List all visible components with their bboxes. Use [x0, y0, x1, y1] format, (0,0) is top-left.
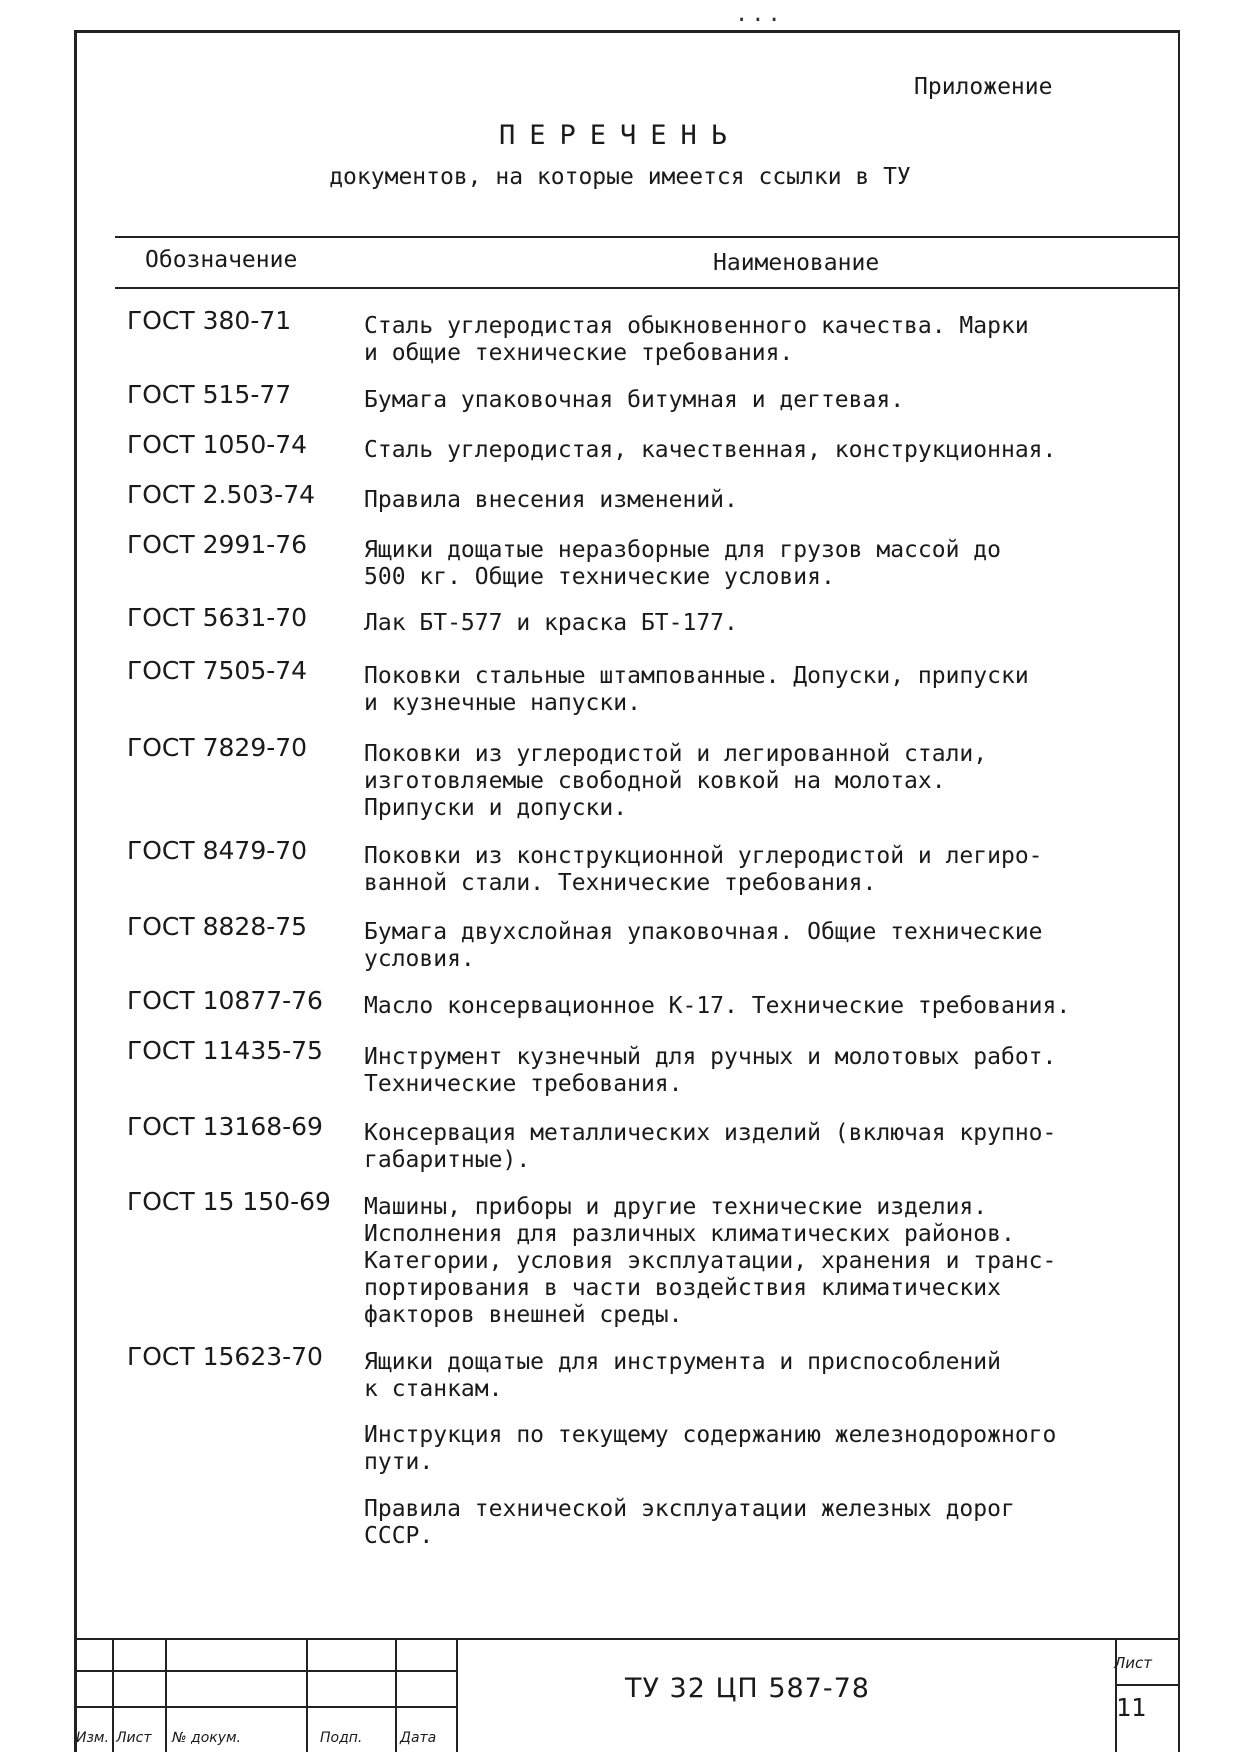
- document-subtitle: документов, на которые имеется ссылки в ТУ: [329, 164, 911, 190]
- row-name: Бумага двухслойная упаковочная. Общие технические условия.: [364, 919, 1043, 972]
- row-code: ГОСТ 2991-76: [127, 530, 308, 559]
- row-name: Бумага упаковочная битумная и дегтевая.: [364, 387, 905, 413]
- row-code: ГОСТ 8479-70: [127, 836, 308, 865]
- row-name: Инструкция по текущему содержанию железнодорожного пути.: [364, 1422, 1057, 1475]
- row-code: ГОСТ 15623-70: [127, 1342, 323, 1371]
- row-name: Правила внесения изменений.: [364, 487, 738, 513]
- row-name: Инструмент кузнечный для ручных и молотовых работ. Технические требования.: [364, 1044, 1057, 1097]
- row-name: Поковки из конструкционной углеродистой и легиро- ванной стали. Технические требования.: [364, 843, 1043, 896]
- title-block-top-rule: [74, 1638, 1180, 1640]
- row-name: Консервация металлических изделий (включая крупно- габаритные).: [364, 1120, 1057, 1173]
- row-code: ГОСТ 7829-70: [127, 733, 308, 762]
- label-date: Дата: [400, 1730, 437, 1746]
- title-block-divider: [165, 1638, 167, 1752]
- row-code: ГОСТ 10877-76: [127, 986, 323, 1015]
- column-header-designation: Обозначение: [145, 247, 298, 273]
- row-name: Ящики дощатые для инструмента и приспособлений к станкам.: [364, 1349, 1001, 1402]
- row-code: ГОСТ 11435-75: [127, 1036, 323, 1065]
- row-code: ГОСТ 380-71: [127, 306, 292, 335]
- row-code: ГОСТ 7505-74: [127, 656, 308, 685]
- title-block-divider: [395, 1638, 397, 1752]
- row-code: ГОСТ 2.503-74: [127, 480, 316, 509]
- row-code: ГОСТ 13168-69: [127, 1112, 323, 1141]
- row-name: Правила технической эксплуатации железных дорог СССР.: [364, 1496, 1015, 1549]
- row-name: Поковки из углеродистой и легированной стали, изготовляемые свободной ковкой на молотах. Припуски и допуски.: [364, 741, 988, 821]
- top-mark: ...: [735, 2, 784, 27]
- row-name: Лак БТ-577 и краска БТ-177.: [364, 610, 738, 636]
- row-name: Поковки стальные штампованные. Допуски, припуски и кузнечные напуски.: [364, 663, 1029, 716]
- table-header-rule: [115, 287, 1180, 289]
- appendix-label: Приложение: [914, 74, 1053, 100]
- title-block-rule: [74, 1670, 457, 1672]
- table-top-rule: [115, 236, 1180, 238]
- row-name: Сталь углеродистая, качественная, конструкционная.: [364, 437, 1057, 463]
- title-block-rule: [74, 1706, 457, 1708]
- row-code: ГОСТ 1050-74: [127, 430, 308, 459]
- sheet-label: Лист: [1114, 1654, 1153, 1672]
- title-block-rule: [1115, 1684, 1180, 1686]
- label-doc-no: № докум.: [172, 1730, 242, 1746]
- row-code: ГОСТ 515-77: [127, 380, 292, 409]
- row-name: Ящики дощатые неразборные для грузов массой до 500 кг. Общие технические условия.: [364, 537, 1001, 590]
- title-block-divider: [456, 1638, 458, 1752]
- title-block-divider: [306, 1638, 308, 1752]
- document-title: ПЕРЕЧЕНЬ: [498, 120, 742, 151]
- row-name: Масло консервационное К-17. Технические требования.: [364, 993, 1071, 1019]
- title-block-divider: [112, 1638, 114, 1752]
- document-code: ТУ 32 ЦП 587-78: [625, 1673, 870, 1704]
- row-name: Сталь углеродистая обыкновенного качества. Марки и общие технические требования.: [364, 313, 1029, 366]
- label-izm: Изм.: [76, 1730, 109, 1746]
- label-sign: Подп.: [320, 1730, 363, 1746]
- row-code: ГОСТ 15 150-69: [127, 1187, 331, 1216]
- column-header-name: Наименование: [713, 250, 880, 276]
- label-list: Лист: [116, 1730, 152, 1746]
- row-code: ГОСТ 5631-70: [127, 603, 308, 632]
- row-name: Машины, приборы и другие технические изделия. Исполнения для различных климатических районов. Категории, условия эксплуатации, хранения и транс- портирования в части воздействия климатических факторов внешней среды.: [364, 1194, 1057, 1328]
- sheet-number: 11: [1116, 1693, 1147, 1722]
- row-code: ГОСТ 8828-75: [127, 912, 308, 941]
